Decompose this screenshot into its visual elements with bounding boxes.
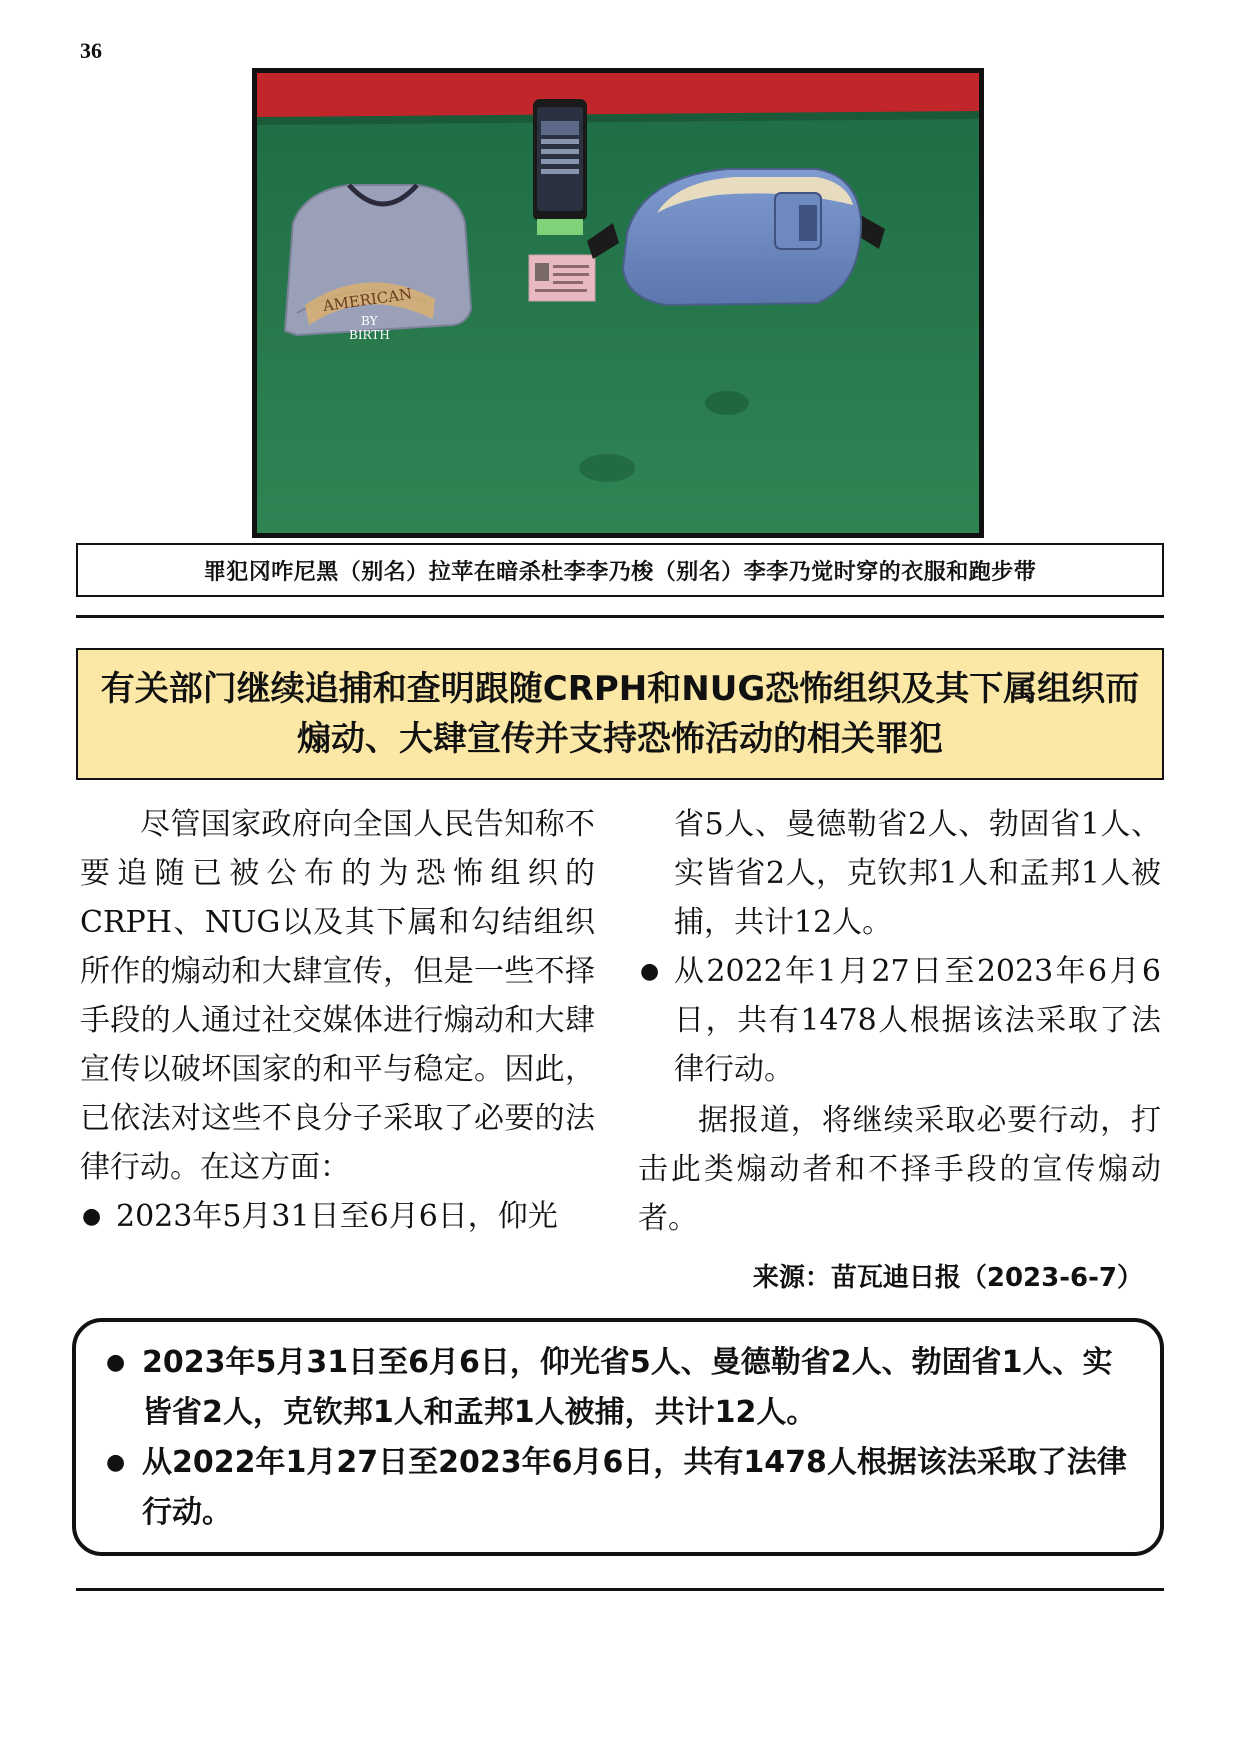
summary-text: 2023年5月31日至6月6日，仰光省5人、曼德勒省2人、勃固省1人、实皆省2人，克钦邦1人和孟邦1人被捕，共计12人。 bbox=[142, 1345, 1113, 1430]
shirt-print-text: AMERICAN bbox=[321, 284, 414, 316]
svg-text:BY: BY bbox=[361, 314, 378, 328]
bullet-text: 从2022年1月27日至2023年6月6日，共有1478人根据该法采取了法律行动。 bbox=[674, 954, 1161, 1087]
headline-line-1: 有关部门继续追捕和查明跟随CRPH和NUG恐怖组织及其下属组织而 bbox=[100, 669, 1140, 709]
bullet-continuation: 省5人、曼德勒省2人、勃固省1人、实皆省2人，克钦邦1人和孟邦1人被捕，共计12人。 bbox=[674, 807, 1161, 940]
bottom-rule bbox=[76, 1588, 1164, 1591]
mobile-phone bbox=[533, 99, 587, 235]
bullet-dot-icon: ● bbox=[82, 1204, 102, 1229]
divider-rule bbox=[76, 615, 1164, 618]
bullet-item bbox=[80, 1192, 595, 1241]
article-source: 来源：苗瓦迪日报（2023-6-7） bbox=[752, 1263, 1143, 1293]
headline-box bbox=[76, 648, 1164, 780]
photo-caption: 罪犯冈咋尼黑（别名）拉苹在暗杀杜李李乃梭（别名）李李乃觉时穿的衣服和跑步带 bbox=[76, 543, 1164, 597]
page-number: 36 bbox=[80, 38, 102, 63]
article-left-column bbox=[80, 800, 595, 1241]
bullet-text: 2023年5月31日至6月6日，仰光 bbox=[116, 1199, 558, 1234]
bullet-item bbox=[638, 947, 1161, 1094]
article-intro: 尽管国家政府向全国人民告知称不要追随已被公布的为恐怖组织的CRPH、NUG以及其下属和勾结组织所作的煽动和大肆宣传，但是一些不择手段的人通过社交媒体进行煽动和大肆宣传以破坏国家的和平与稳定。因此，已依法对这些不良分子采取了必要的法律行动。在这方面： bbox=[80, 807, 595, 1185]
bullet-dot-icon: ● bbox=[106, 1450, 126, 1475]
tshirt bbox=[285, 185, 471, 342]
svg-text:BIRTH: BIRTH bbox=[349, 328, 390, 342]
article-right-column bbox=[638, 800, 1161, 1294]
bullet-dot-icon: ● bbox=[640, 959, 660, 984]
summary-item bbox=[106, 1338, 1138, 1438]
evidence-photo bbox=[252, 68, 984, 538]
bullet-dot-icon: ● bbox=[106, 1350, 126, 1375]
headline-line-2: 煽动、大肆宣传并支持恐怖活动的相关罪犯 bbox=[297, 719, 943, 759]
id-card bbox=[529, 255, 595, 301]
article-closing: 据报道，将继续采取必要行动，打击此类煽动者和不择手段的宣传煽动者。 bbox=[638, 1103, 1161, 1236]
summary-text: 从2022年1月27日至2023年6月6日，共有1478人根据该法采取了法律行动。 bbox=[142, 1445, 1127, 1530]
summary-box bbox=[72, 1318, 1164, 1556]
summary-item bbox=[106, 1438, 1138, 1538]
